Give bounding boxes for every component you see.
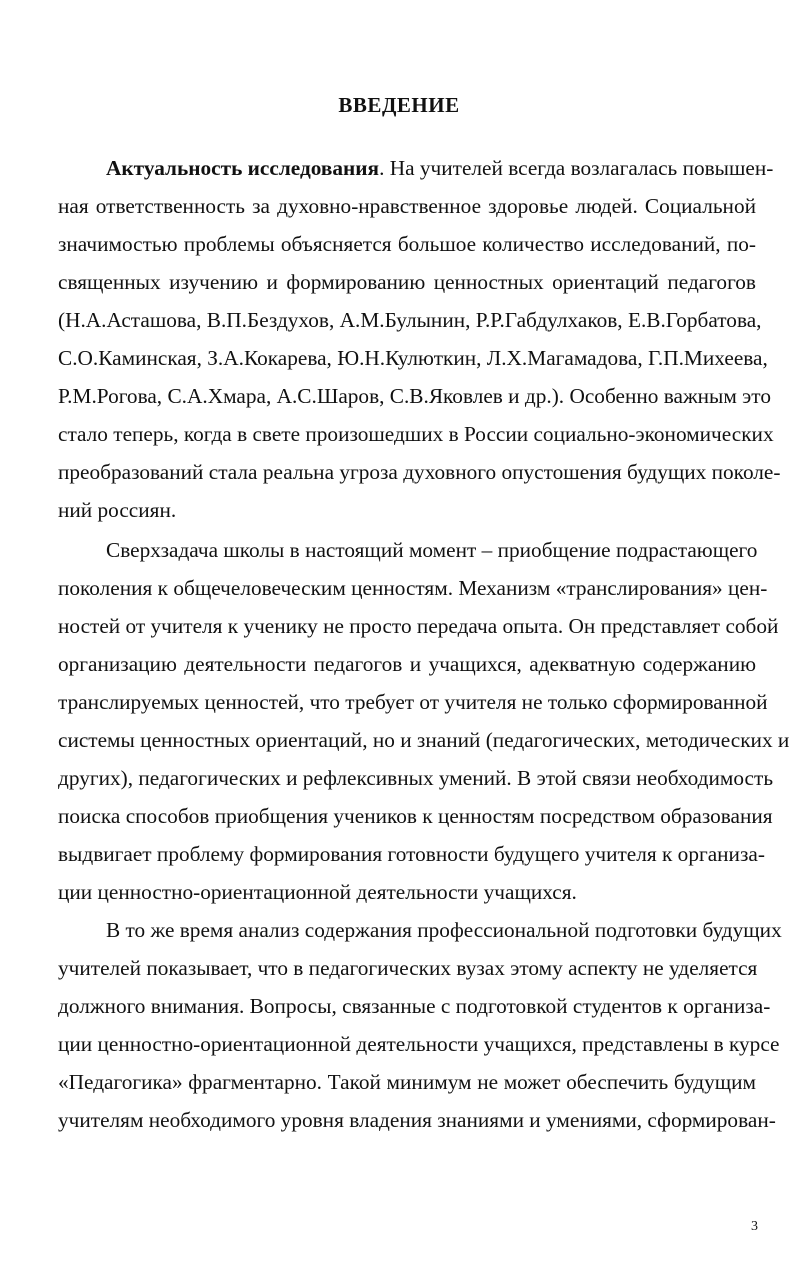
page-number: 3	[751, 1219, 758, 1234]
paragraph-1-line: ная ответственность за духовно-нравственное здоровье людей. Социальной	[58, 194, 756, 218]
paragraph-1-line	[106, 149, 774, 187]
paragraph-2-line: ностей от учителя к ученику не просто передача опыта. Он представляет собой	[58, 614, 779, 638]
paragraph-1-line: преобразований стала реальна угроза духовного опустошения будущих поколе-	[58, 460, 781, 484]
lead-rest: . На учителей всегда возлагалась повышен-	[379, 156, 774, 180]
paragraph-1-line: стало теперь, когда в свете произошедших в России социально-экономических	[58, 422, 774, 446]
paragraph-1-line: священных изучению и формированию ценностных ориентаций педагогов	[58, 270, 756, 294]
paragraph-2-line: организацию деятельности педагогов и учащихся, адекватную содержанию	[58, 652, 756, 676]
paragraph-2-line: других), педагогических и рефлексивных умений. В этой связи необходимость	[58, 766, 774, 790]
paragraph-1-line: С.О.Каминская, З.А.Кокарева, Ю.Н.Кулюткин, Л.Х.Магамадова, Г.П.Михеева,	[58, 346, 768, 370]
lead-term: Актуальность исследования	[106, 156, 380, 180]
paragraph-3-line: В то же время анализ содержания профессиональной подготовки будущих	[106, 918, 782, 942]
paragraph-3-line: «Педагогика» фрагментарно. Такой минимум не может обеспечить будущим	[58, 1070, 756, 1094]
paragraph-1-line: ний россиян.	[58, 498, 177, 522]
paragraph-2-line: поколения к общечеловеческим ценностям. Механизм «транслирования» цен-	[58, 576, 768, 600]
paragraph-2-line: транслируемых ценностей, что требует от учителя не только сформированной	[58, 690, 768, 714]
paragraph-1-line: (Н.А.Асташова, В.П.Бездухов, А.М.Булынин, Р.Р.Габдулхаков, Е.В.Горбатова,	[58, 308, 762, 332]
paragraph-2-line: поиска способов приобщения учеников к ценностям посредством образования	[58, 804, 773, 828]
paragraph-3-line: учителям необходимого уровня владения знаниями и умениями, сформирован-	[58, 1108, 776, 1132]
paragraph-3-line: ции ценностно-ориентационной деятельности учащихся, представлены в курсе	[58, 1032, 780, 1056]
paragraph-2-line: ции ценностно-ориентационной деятельности учащихся.	[58, 880, 577, 904]
paragraph-2-line: Сверхзадача школы в настоящий момент – приобщение подрастающего	[106, 538, 758, 562]
paragraph-1-line: Р.М.Рогова, С.А.Хмара, А.С.Шаров, С.В.Яковлев и др.). Особенно важным это	[58, 384, 771, 408]
paragraph-2-line: системы ценностных ориентаций, но и знаний (педагогических, методических и	[58, 728, 790, 752]
paragraph-3-line: учителей показывает, что в педагогических вузах этому аспекту не уделяется	[58, 956, 758, 980]
paragraph-2-line: выдвигает проблему формирования готовности будущего учителя к организа-	[58, 842, 765, 866]
paragraph-1-line: значимостью проблемы объясняется большое количество исследований, по-	[58, 232, 756, 256]
paragraph-3-line: должного внимания. Вопросы, связанные с подготовкой студентов к организа-	[58, 994, 771, 1018]
page-title: ВВЕДЕНИЕ	[338, 93, 460, 117]
